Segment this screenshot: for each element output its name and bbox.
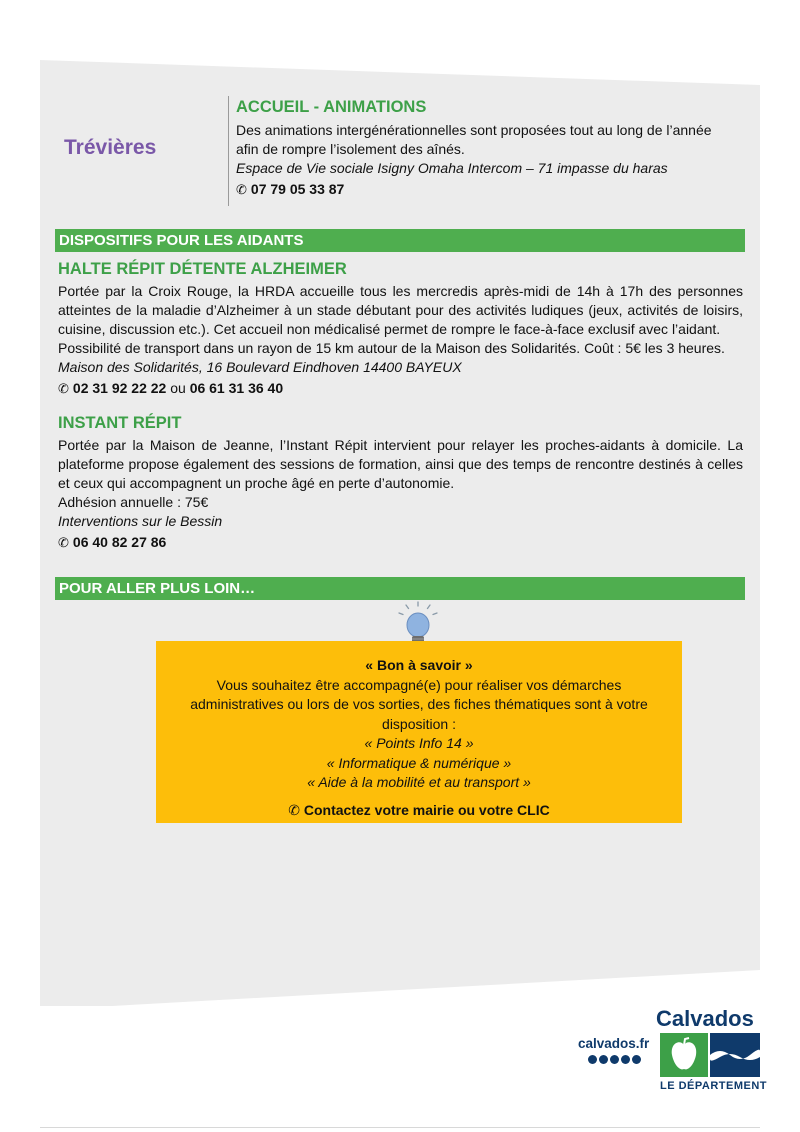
halte-phone-2[interactable]: 06 61 31 36 40 — [189, 380, 284, 396]
logo-brand: Calvados — [656, 1006, 754, 1031]
phone-icon: ✆ — [288, 801, 300, 818]
video-icon[interactable] — [632, 1055, 641, 1064]
vertical-divider — [228, 96, 229, 206]
instagram-icon[interactable] — [610, 1055, 619, 1064]
phone-icon: ✆ — [58, 381, 69, 396]
halte-text-2: Possibilité de transport dans un rayon de 15 km autour de la Maison des Solidarités. Coût : 5€ les 3 heures. — [58, 340, 725, 356]
infobox-contact: Contactez votre mairie ou votre CLIC — [303, 801, 550, 818]
accueil-block — [236, 98, 744, 200]
accueil-desc-2: afin de rompre l’isolement des aînés. — [236, 141, 465, 157]
halte-address: Maison des Solidarités, 16 Boulevard Eindhoven 14400 BAYEUX — [58, 359, 462, 375]
instant-block — [58, 414, 743, 553]
infobox-item-2: « Informatique & numérique » — [326, 754, 512, 771]
infobox-line-2: administratives ou lors de vos sorties, des fiches thématiques sont à votre — [190, 696, 648, 712]
phone-icon: ✆ — [58, 535, 69, 550]
instant-phone-line — [58, 532, 743, 553]
accueil-address: Espace de Vie sociale Isigny Omaha Intercom – 71 impasse du haras — [236, 160, 668, 176]
calvados-logo-emblem — [660, 1033, 760, 1077]
infobox-contact-line — [156, 801, 682, 821]
infobox-heading: « Bon à savoir » — [365, 657, 473, 673]
halte-phone-1[interactable]: 02 31 92 22 22 — [72, 380, 167, 396]
instant-area: Interventions sur le Bessin — [58, 513, 223, 529]
halte-title: HALTE RÉPIT DÉTENTE ALZHEIMER — [58, 260, 347, 278]
infobox-item-3: « Aide à la mobilité et au transport » — [307, 774, 531, 790]
accueil-phone-line — [236, 179, 744, 200]
instant-fee: Adhésion annuelle : 75€ — [58, 494, 209, 510]
logo-dept: LE DÉPARTEMENT — [660, 1080, 768, 1092]
instant-phone[interactable]: 06 40 82 27 86 — [72, 534, 167, 550]
info-box — [156, 641, 682, 823]
accueil-desc-1: Des animations intergénérationnelles sont proposées tout au long de l’année — [236, 122, 712, 138]
halte-text: Portée par la Croix Rouge, la HRDA accueille tous les mercredis après-midi de 14h à 17h des personnes atteintes de la maladie d’Alzheimer à un stade débutant pour des activités ludiques (jeux, activités de loisirs, cuisine, discussion etc.). Cet accueil non médicalisé permet de rompre le face-à-face exclusif avec l’aidant. — [58, 283, 743, 337]
twitter-icon[interactable] — [599, 1055, 608, 1064]
logo-site[interactable]: calvados.fr — [578, 1036, 650, 1051]
linkedin-icon[interactable] — [621, 1055, 630, 1064]
footer-divider — [40, 1127, 760, 1128]
infobox-line-1: Vous souhaitez être accompagné(e) pour réaliser vos démarches — [216, 676, 622, 693]
social-icons — [588, 1055, 641, 1064]
accueil-title: ACCUEIL - ANIMATIONS — [236, 98, 427, 116]
infobox-item-1: « Points Info 14 » — [364, 735, 474, 751]
section-bar-aidants: DISPOSITIFS POUR LES AIDANTS — [55, 229, 745, 252]
phone-icon: ✆ — [236, 182, 247, 197]
instant-text: Portée par la Maison de Jeanne, l’Instant Répit intervient pour relayer les proches-aidants à domicile. La plateforme propose également des sessions de formation, ainsi que des temps de rencontre destinés à celles et ceux qui accompagnent un proche âgé en perte d’autonomie. — [58, 437, 743, 491]
infobox-line-3: disposition : — [382, 715, 456, 732]
halte-phone-line — [58, 378, 743, 399]
halte-phone-or: ou — [170, 380, 186, 396]
instant-title: INSTANT RÉPIT — [58, 414, 182, 432]
section-bar-plus-loin: POUR ALLER PLUS LOIN… — [55, 577, 745, 600]
town-name: Trévières — [64, 136, 157, 159]
accueil-phone[interactable]: 07 79 05 33 87 — [250, 181, 345, 197]
facebook-icon[interactable] — [588, 1055, 597, 1064]
halte-block — [58, 260, 743, 399]
